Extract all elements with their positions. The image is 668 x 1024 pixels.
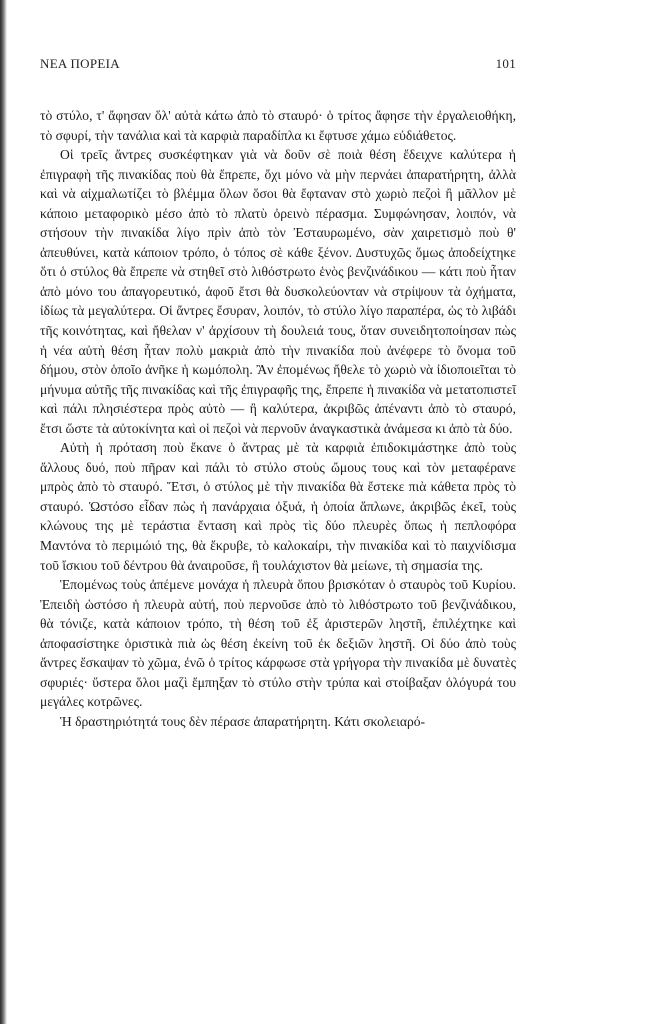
paragraph: Οἱ τρεῖς ἄντρες συσκέφτηκαν γιὰ νὰ δοῦν σὲ ποιὰ θέση ἔδειχνε καλύτερα ἡ ἐπιγραφὴ τῆς πινακίδας ποὺ θὰ ἔπρεπε, ὄχι μόνο νὰ μὴν περνάει ἀπαρατήρητη, ἀλλὰ καὶ νὰ αἰχμαλωτίζει τὸ βλέμμα ὅλων ὅσοι θὰ ἔφταναν στὸ χωριὸ πεζοὶ ἢ μᾶλλον μὲ κάποιο μεταφορικὸ μέσο ἀπὸ τὸ πλατὺ ὀρεινὸ πέρασμα. Συμφώνησαν, λοιπόν, νὰ στήσουν τὴν πινακίδα λίγο πρὶν ἀπὸ τὸν Ἐσταυρωμένο, σὰν χαιρετισμὸ ποὺ θ' ἀπευθύνει, κατὰ κάποιον τρόπο, ὁ τόπος σὲ κάθε ξένον. Δυστυχῶς ὅμως ἀποδείχτηκε ὅτι ὁ στύλος θὰ ἔπρεπε νὰ στηθεῖ στὸ λιθόστρωτο ἑνὸς βενζινάδικου — κάτι ποὺ ἦταν ἀπὸ μόνο του ἀπαγορευτικό, ἀφοῦ ἔτσι θὰ δυσκολεύονταν νὰ στρίψουν τὰ ὀχήματα, ἰδίως τὰ μεγαλύτερα. Οἱ ἄντρες ἔσυραν, λοιπόν, τὸ στύλο λίγο παραπέρα, ὡς τὸ λιβάδι τῆς κοινότητας, καὶ ἤθελαν ν' ἀρχίσουν τὴ δουλειά τους, ὅταν συνειδητοποίησαν πὼς ἡ νέα αὐτὴ θέση ἦταν πολὺ μακριὰ ἀπὸ τὴν πινακίδα ποὺ ἀνέφερε τὸ ὄνομα τοῦ δήμου, στὸν ὁποῖο ἀνῆκε ἡ κωμόπολη. Ἂν ἐπομένως ἤθελε τὸ χωριὸ νὰ ἰδιοποιεῖται τὸ μήνυμα αὐτῆς τῆς πινακίδας καὶ τῆς ἐπιγραφῆς της, ἔπρεπε ἡ πινακίδα νὰ μετατοπιστεῖ καὶ πάλι πλησιέστερα πρὸς αὐτὸ — ἢ καλύτερα, ἀκριβῶς ἀπέναντι ἀπὸ τὸ σταυρό, ἔτσι ὥστε τὰ αὐτοκίνητα καὶ οἱ πεζοὶ νὰ περνοῦν ἀναγκαστικὰ ἀνάμεσα κι ἀπὸ τὰ δύο. [40, 147, 516, 436]
running-head [40, 56, 516, 74]
paragraph: τὸ στύλο, τ' ἄφησαν ὅλ' αὐτὰ κάτω ἀπὸ τὸ σταυρό· ὁ τρίτος ἄφησε τὴν ἐργαλειοθήκη, τὸ σφυρί, τὴν τανάλια καὶ τὰ καρφιὰ παραδίπλα κι ἔφτυσε χάμω εὐδιάθετος. [40, 108, 516, 143]
paragraph: Ἑπομένως τοὺς ἀπέμενε μονάχα ἡ πλευρὰ ὅπου βρισκόταν ὁ σταυρὸς τοῦ Κυρίου. Ἐπειδὴ ὡστόσο ἡ πλευρὰ αὐτή, ποὺ περνοῦσε ἀπὸ τὸ λιθόστρωτο τοῦ βενζινάδικου, θὰ τόνιζε, κατὰ κάποιον τρόπο, τὴ θέση τοῦ ἐξ ἀριστερῶν ληστῆ, ἐπιλέχτηκε καὶ ἀποφασίστηκε ὁριστικὰ πιὰ ὡς θέση ἐκείνη τοῦ ἐκ δεξιῶν ληστῆ. Οἱ δύο ἀπὸ τοὺς ἄντρες ἔσκαψαν τὸ χῶμα, ἐνῶ ὁ τρίτος κάρφωσε στὰ γρήγορα τὴν πινακίδα μὲ δυνατὲς σφυριές· ὕστερα ὅλοι μαζὶ ἔμπηξαν τὸ στύλο στὴν τρύπα καὶ στοίβαξαν ὁλόγυρά του μεγάλες κοτρῶνες. [40, 577, 516, 710]
body-text [40, 106, 516, 732]
paragraph: Αὐτὴ ἡ πρόταση ποὺ ἔκανε ὁ ἄντρας μὲ τὰ καρφιὰ ἐπιδοκιμάστηκε ἀπὸ τοὺς ἄλλους δυό, ποὺ πῆραν καὶ πάλι τὸ στύλο στοὺς ὤμους τους καὶ τὸν μεταφέρανε μπρὸς ἀπὸ τὸ σταυρό. Ἔτσι, ὁ στύλος μὲ τὴν πινακίδα θὰ ἔστεκε πιὰ κάθετα πρὸς τὸ σταυρό. Ὡστόσο εἶδαν πὼς ἡ πανάρχαια ὀξυά, ἡ ὁποία ἅπλωνε, ἀκριβῶς ἐκεῖ, τοὺς κλώνους της μὲ τεράστια ἔνταση καὶ πρὸς τὶς δύο πλευρὲς ὅπως ἡ πεπλοφόρα Μαντόνα τὸ περιμώιό της, θὰ ἔκρυβε, τὸ καλοκαίρι, τὴν πινακίδα καὶ τὸ παιχνίδισμα τοῦ ἴσκιου τοῦ δέντρου θὰ ἀναιροῦσε, ἢ τουλάχιστον θὰ μείωνε, τὴ σημασία της. [40, 440, 516, 573]
running-title: ΝΕΑ ΠΟΡΕΙΑ [40, 56, 120, 71]
paragraph: Ἡ δραστηριότητά τους δὲν πέρασε ἀπαρατήρητη. Κάτι σκολειαρό- [60, 713, 426, 729]
page-edge-shadow [0, 0, 7, 1024]
page-number: 101 [495, 56, 516, 71]
